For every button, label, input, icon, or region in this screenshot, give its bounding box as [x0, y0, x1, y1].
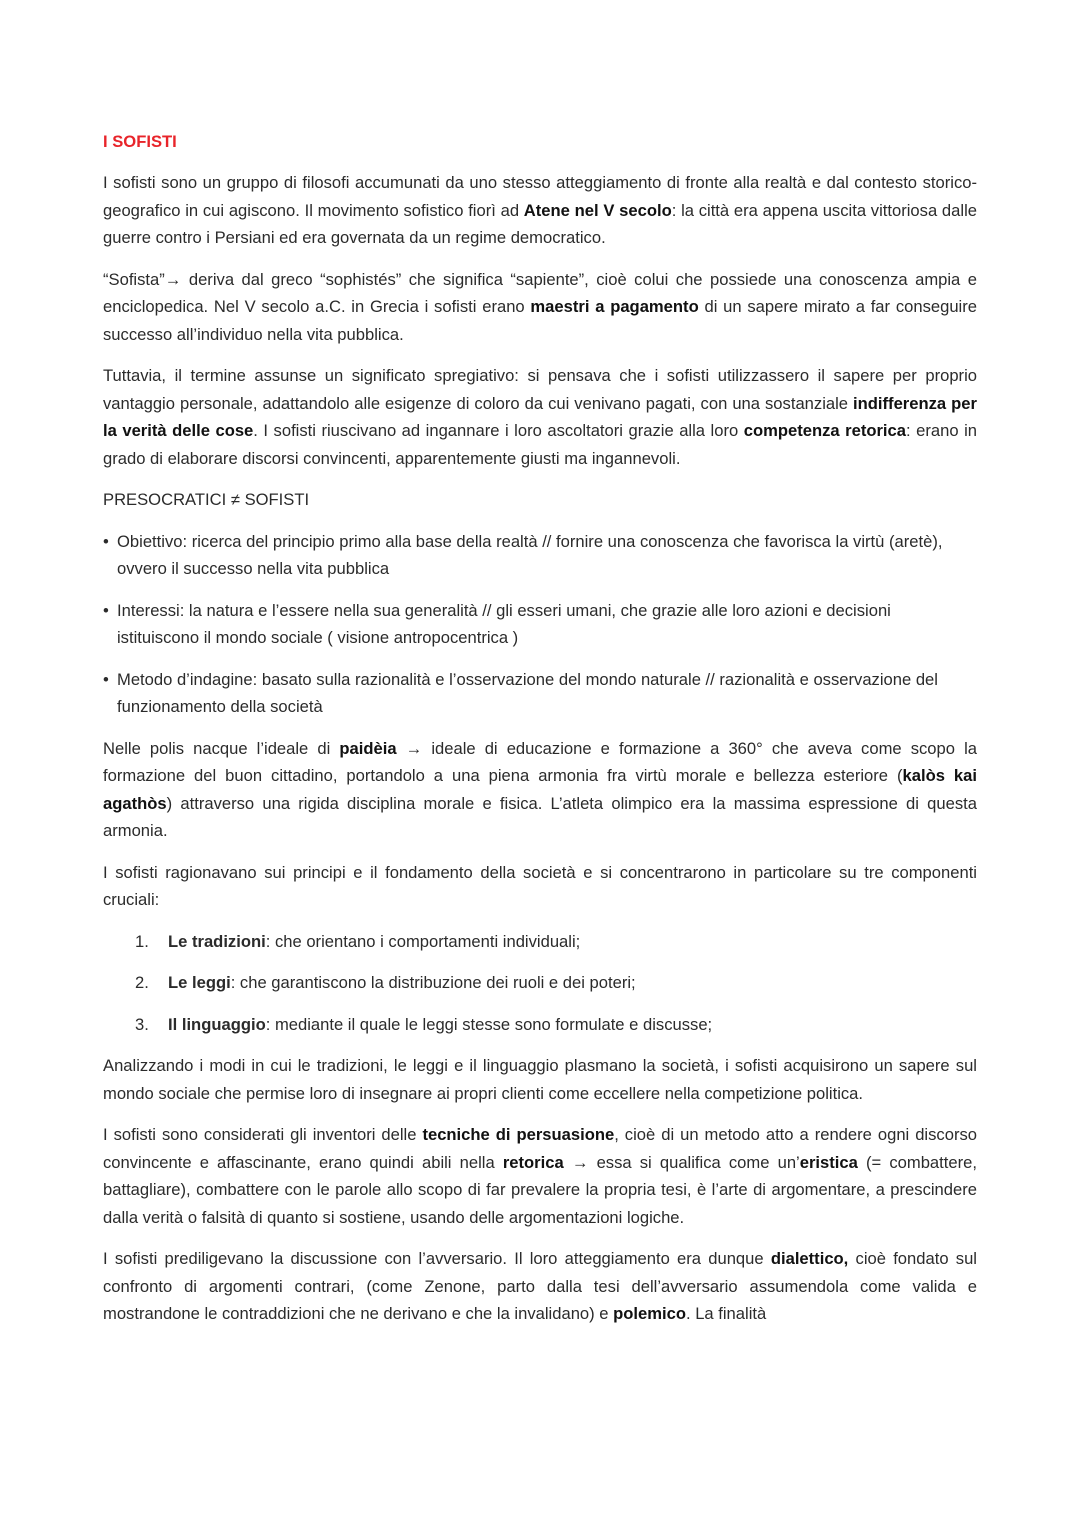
emphasis-text: indifferenza per la verità delle cose — [103, 393, 977, 440]
component-description: : mediante il quale le leggi stesse sono formulate e discusse; — [265, 1014, 713, 1034]
list-item-text: Obiettivo: ricerca del principio primo alla base della realtà // fornire una conoscenza che favorisca la virtù (aretè), ovvero il successo nella vita pubblica — [117, 531, 943, 578]
list-number: 3. — [135, 1014, 149, 1034]
emphasis-text: eristica — [799, 1152, 858, 1172]
text-run: Tuttavia, il termine assunse un significato spregiativo: si pensava che i sofisti utilizzassero il sapere per proprio vantaggio personale, adattandolo alle esigenze di coloro da cui venivano pagati, con una sostanziale — [103, 366, 977, 413]
component-item-laws — [135, 969, 977, 997]
paragraph-pejorative-meaning — [103, 362, 977, 472]
text-run: : la città era appena uscita vittoriosa dalle guerre contro i Persiani ed era governata da un regime democratico. — [103, 200, 977, 247]
paragraph-dialectic — [103, 1245, 977, 1328]
emphasis-text: maestri a pagamento — [530, 297, 699, 316]
paragraph-paideia — [103, 735, 977, 845]
comparison-item-method — [103, 666, 977, 721]
text-run: Nelle polis nacque l’ideale di — [103, 738, 340, 758]
paragraph-three-components — [103, 859, 977, 914]
list-number: 2. — [135, 973, 149, 992]
text-run: Analizzando i modi in cui le tradizioni, le leggi e il linguaggio plasmano la società, i sofisti acquisirono un sapere sul mondo sociale che permise loro di insegnare ai propri clienti come eccellere nella competizione politica. — [103, 1056, 977, 1103]
emphasis-text: paidèia — [339, 738, 397, 758]
text-run: I sofisti ragionavano sui principi e il fondamento della società e si concentrarono in particolare su tre componenti cruciali: — [103, 862, 977, 909]
component-term: Il linguaggio — [168, 1014, 266, 1034]
bullet-icon: • — [103, 669, 109, 689]
comparison-list — [103, 528, 977, 721]
comparison-item-interests — [103, 597, 977, 652]
paragraph-intro — [103, 169, 977, 252]
paragraph-sofista-etymology — [103, 266, 977, 349]
document-page — [103, 128, 977, 1342]
emphasis-text: polemico — [613, 1304, 686, 1323]
text-run: : erano in grado di elaborare discorsi convincenti, apparentemente giusti ma ingannevoli. — [103, 421, 978, 468]
text-run: . La finalità — [685, 1304, 767, 1323]
text-run: cioè fondato sul confronto di argomenti contrari, (come Zenone, parto dalla tesi dell’avversario assumendola come valida e mostrandone le contraddizioni che ne derivano e che la invalidano) e — [103, 1249, 977, 1323]
paragraph-persuasion — [103, 1121, 977, 1231]
bullet-icon: • — [103, 531, 109, 551]
emphasis-text: dialettico, — [770, 1249, 849, 1268]
text-run: I sofisti sono un gruppo di filosofi accumunati da uno stesso atteggiamento di fronte alla realtà e dal contesto storico-geografico in cui agiscono. Il movimento sofistico fiorì ad — [103, 173, 977, 220]
comparison-heading: PRESOCRATICI ≠ SOFISTI — [103, 490, 310, 509]
text-run: → essa si qualifica come un’ — [563, 1152, 800, 1172]
comparison-item-objective — [103, 528, 977, 583]
text-run: di un sapere mirato a far conseguire successo all’individuo nella vita pubblica. — [103, 297, 977, 344]
list-number: 1. — [135, 931, 149, 951]
page-title: I SOFISTI — [103, 132, 177, 151]
component-term: Le tradizioni — [168, 931, 266, 951]
text-run: → ideale di educazione e formazione a 360° che aveva come scopo la formazione del buon cittadino, portandolo a una piena armonia fra virtù morale e bellezza esteriore ( — [103, 738, 977, 785]
emphasis-text: Atene nel V secolo — [523, 200, 672, 220]
components-list — [103, 928, 977, 1039]
component-description: : che garantiscono la distribuzione dei ruoli e dei poteri; — [230, 973, 636, 992]
component-term: Le leggi — [168, 973, 231, 992]
emphasis-text: kalòs kai agathòs — [103, 766, 977, 813]
component-description: : che orientano i comportamenti individuali; — [265, 931, 581, 951]
list-item-text: Interessi: la natura e l’essere nella sua generalità // gli esseri umani, che grazie alle loro azioni e decisioni istituiscono il mondo sociale ( visione antropocentrica ) — [117, 600, 891, 647]
text-run: I sofisti sono considerati gli inventori delle — [103, 1125, 423, 1144]
text-run: I sofisti prediligevano la discussione con l’avversario. Il loro atteggiamento era dunque — [103, 1249, 771, 1268]
emphasis-text: competenza retorica — [743, 421, 907, 440]
list-item-text: Metodo d’indagine: basato sulla razionalità e l’osservazione del mondo naturale // razionalità e osservazione del funzionamento della società — [117, 669, 938, 716]
text-run: . I sofisti riuscivano ad ingannare i loro ascoltatori grazie alla loro — [253, 421, 744, 440]
emphasis-text: tecniche di persuasione — [422, 1125, 615, 1144]
paragraph-social-knowledge — [103, 1052, 977, 1107]
text-run: ) attraverso una rigida disciplina morale e fisica. L’atleta olimpico era la massima espressione di questa armonia. — [103, 793, 977, 840]
text-run: “Sofista”→ deriva dal greco “sophistés” che significa “sapiente”, cioè colui che possiede una conoscenza ampia e enciclopedica. Nel V secolo a.C. in Grecia i sofisti erano — [103, 269, 977, 316]
emphasis-text: retorica — [502, 1152, 564, 1172]
component-item-traditions — [135, 928, 977, 956]
bullet-icon: • — [103, 600, 109, 620]
text-run: (= combattere, battagliare), combattere con le parole allo scopo di far prevalere la propria tesi, è l’arte di argomentare, a prescindere dalla verità o falsità di quanto si sostiene, usando delle argomentazioni logiche. — [103, 1152, 977, 1227]
text-run: , cioè di un metodo atto a rendere ogni discorso convincente e affascinante, erano quindi abili nella — [103, 1125, 977, 1172]
component-item-language — [135, 1011, 977, 1039]
